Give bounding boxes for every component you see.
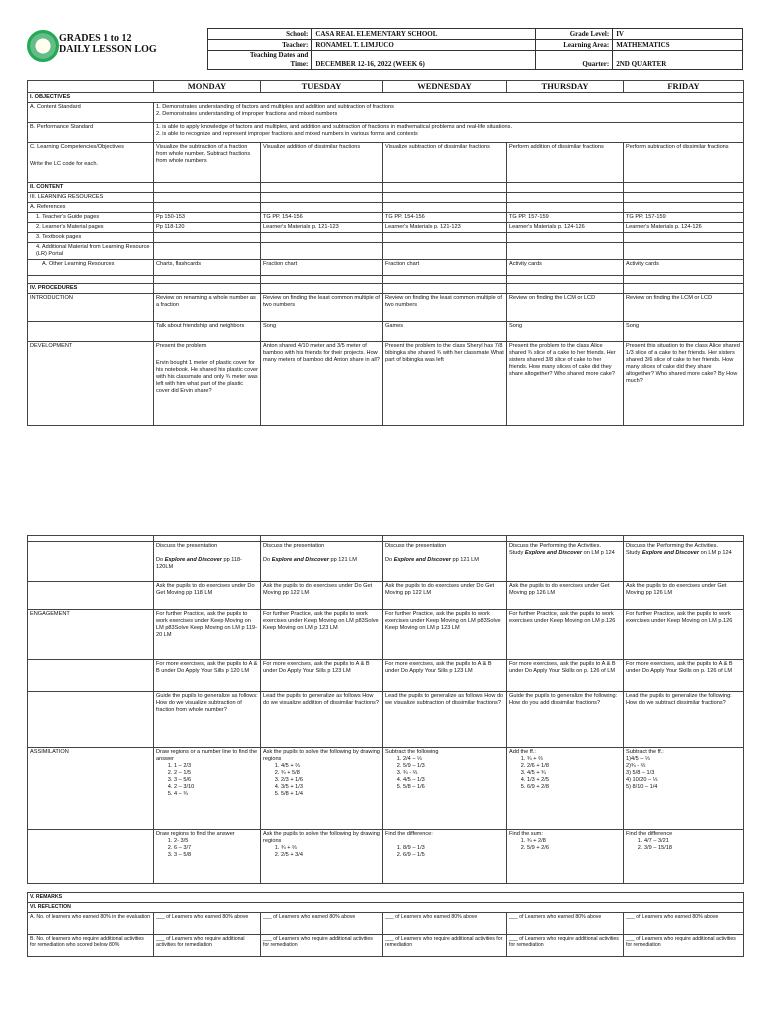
diff-monday-head: Draw regions to find the answer [156, 831, 235, 837]
lm-tuesday: Learner's Materials p. 121-123 [261, 223, 383, 233]
tg-monday: Pp 150-153 [154, 213, 261, 223]
assim-wednesday-item: 3. ¾ - ⅔ [403, 770, 504, 777]
assim-thursday-item: 5. 6/9 + 2/8 [527, 784, 621, 791]
diff-thursday-item: 2. 5/9 + 2/6 [527, 845, 621, 852]
explore-tuesday-post: pp 121 LM [328, 557, 357, 563]
discuss-friday-text: Discuss the Performing the Activities. [626, 543, 719, 549]
assim-thursday-item: 3. 4/5 + ¾ [527, 770, 621, 777]
explore-thursday-bold: Explore and Discover [524, 550, 583, 556]
diff-tuesday-item: 2. 2/5 + 3/4 [281, 852, 380, 859]
competency-thursday: Perform addition of dissimilar fractions [507, 143, 624, 183]
day-wednesday: WEDNESDAY [383, 81, 507, 93]
lr-wednesday [383, 243, 507, 260]
day-monday: MONDAY [154, 81, 261, 93]
motive-monday: Talk about friendship and neighbors [154, 322, 261, 342]
assim-tuesday-item: 4. 3/5 + 1/3 [281, 784, 380, 791]
engagement-label: ENGAGEMENT [28, 610, 154, 660]
content-standard-value [154, 103, 744, 123]
textbook-tuesday [261, 233, 383, 243]
assim-monday-item: 3. 3 – 5/6 [174, 777, 258, 784]
getmoving-friday: Ask the pupils to do exercises under Get Moving pp 126 LM [624, 582, 744, 610]
teachers-guide-label: 1. Teacher's Guide pages [28, 213, 154, 223]
diff-monday-item: 1. 2- 3/5 [174, 838, 258, 845]
assim-thursday-list [509, 756, 621, 791]
grade-level-value: IV [613, 29, 743, 40]
discuss-tuesday [261, 542, 383, 582]
performance-standard-value [154, 123, 744, 143]
intro-thursday: Review on finding the LCM or LCD [507, 294, 624, 322]
lm-friday: Learner's Materials p. 124-126 [624, 223, 744, 233]
lm-monday: Pp 118-120 [154, 223, 261, 233]
dev-monday [154, 342, 261, 426]
diff-tuesday-head: Ask the pupils to solve the following by drawing regions [263, 831, 380, 844]
apply-tuesday: For more exercises, ask the pupils to A & B under Do Apply Your Sills p 123 LM [261, 660, 383, 692]
generalize-monday: Guide the pupils to generalize as follows: How do we visualize subtraction of fraction from whole number? [154, 692, 261, 748]
tg-wednesday: TG PP. 154-156 [383, 213, 507, 223]
assim-thursday-item: 4. 1/3 + 2/5 [527, 777, 621, 784]
dev-monday-intro: Present the problem [156, 343, 207, 349]
discuss-wednesday [383, 542, 507, 582]
keepmoving-thursday: For further Practice, ask the pupils to work exercises under Keep Moving on LM p.126 [507, 610, 624, 660]
intro-wednesday: Review on finding the least common multiple of two numbers [383, 294, 507, 322]
discuss-thursday-text: Discuss the Performing the Activities. [509, 543, 602, 549]
objectives-heading: I. OBJECTIVES [28, 93, 744, 103]
assim-friday [624, 748, 744, 830]
assim-friday-head: Subtract the ff.: [626, 749, 664, 755]
header-info-table [207, 28, 743, 70]
header [27, 28, 743, 76]
reflection-b-wednesday: ___ of Learners who require additional activities for remediation [383, 935, 507, 957]
getmoving-tuesday: Ask the pupils to do exercises under Do Get Moving pp 122 LM [261, 582, 383, 610]
diff-friday-item: 2. 3/9 – 15/18 [644, 845, 741, 852]
diff-monday [154, 830, 261, 884]
day-friday: FRIDAY [624, 81, 744, 93]
assim-wednesday-list [385, 756, 504, 791]
teacher-label: Teacher: [208, 40, 312, 51]
content-standard-2: 2. Demonstrates understanding of improper fractions and mixed numbers [156, 111, 338, 117]
explore-friday-bold: Explore and Discover [641, 550, 700, 556]
explore-monday [156, 557, 258, 571]
teacher-value: RONAMEL T. LIMJUCO [312, 40, 535, 51]
day-tuesday: TUESDAY [261, 81, 383, 93]
reflection-b-thursday: ___ of Learners who require additional activities for remediation [507, 935, 624, 957]
generalize-tuesday: Lead the pupils to generalize as follows How do we visualize addition of dissimilar fractions? [261, 692, 383, 748]
getmoving-wednesday: Ask the pupils to do exercises under Do Get Moving pp 122 LM [383, 582, 507, 610]
references-heading: A. References [28, 203, 154, 213]
content-standard-1: 1. Demonstrates understanding of factors and multiples and addition and subtraction of fractions [156, 104, 394, 110]
lm-thursday: Learner's Materials p. 124-126 [507, 223, 624, 233]
assim-tuesday-item: 2. ¾ + 5/8 [281, 770, 380, 777]
reflection-b-monday: ___ of Learners who require additional activities for remediation [154, 935, 261, 957]
corner-cell [28, 81, 154, 93]
performance-standard-1: 1. is able to apply knowledge of factors and multiples, and addition and subtraction of fractions in mathematical problems and real-life situations. [156, 124, 513, 130]
lr-friday [624, 243, 744, 260]
lesson-plan-table-top [27, 80, 744, 426]
assim-monday-item: 5. 4 – ¾ [174, 791, 258, 798]
diff-tuesday-list [263, 845, 380, 859]
generalize-thursday: Guide the pupils to generalize the following: How do you add dissimilar fractions? [507, 692, 624, 748]
diff-wednesday [383, 830, 507, 884]
other-friday: Activity cards [624, 260, 744, 276]
reflection-heading: VI. REFLECTION [28, 903, 744, 913]
explore-monday-post: pp 118-120LM [156, 557, 243, 570]
quarter-label: Quarter: [535, 51, 613, 70]
textbook-wednesday [383, 233, 507, 243]
apply-thursday: For more exercises, ask the pupils to A & B under Do Apply Your Skills on p. 126 of LM [507, 660, 624, 692]
explore-friday-post: on LM p 124 [699, 550, 732, 556]
assimilation-label: ASSIMILATION [28, 748, 154, 830]
reflection-a-friday: ___ of Learners who earned 80% above [624, 913, 744, 935]
motive-tuesday: Song [261, 322, 383, 342]
assim-wednesday-item: 1. 2/4 – ⅓ [403, 756, 504, 763]
reflection-a-monday: ___ of Learners who earned 80% above [154, 913, 261, 935]
keepmoving-wednesday: For further Practice, ask the pupils to work exercises under Keep Moving on LM p83Solve Keep Moving on LM p 123 LM [383, 610, 507, 660]
other-resources-label: A. Other Learning Resources [28, 260, 154, 276]
competencies-label-cell [28, 143, 154, 183]
explore-tuesday [263, 557, 380, 564]
diff-wednesday-item: 2. 6/9 – 1/5 [403, 852, 504, 859]
apply-friday: For more exercises, ask the pupils to A & B under Do Apply Your Skills on p. 126 of LM [624, 660, 744, 692]
explore-wednesday [385, 557, 504, 564]
discuss-thursday [507, 542, 624, 582]
assim-monday-item: 4. 2 – 3/10 [174, 784, 258, 791]
reflection-b-label: B. No. of learners who require additional activities for remediation who scored below 80% [28, 935, 154, 957]
explore-monday-bold: Explore and Discover [164, 557, 222, 563]
discuss-friday [624, 542, 744, 582]
explore-wednesday-post: pp 121 LM [450, 557, 479, 563]
form-title [59, 33, 157, 55]
reflection-b-friday: ___ of Learners who require additional activities for remediation [624, 935, 744, 957]
motive-thursday: Song [507, 322, 624, 342]
discuss-tuesday-text: Discuss the presentation [263, 543, 325, 549]
diff-wednesday-list [385, 845, 504, 859]
keepmoving-tuesday: For further Practice, ask the pupils to work exercises under Keep Moving on LM p83Solve Keep Moving on LM p 123 LM [261, 610, 383, 660]
reflection-a-tuesday: ___ of Learners who earned 80% above [261, 913, 383, 935]
additional-material-label: 4. Additional Material from Learning Resource (LR) Portal [28, 243, 154, 260]
quarter-value: 2ND QUARTER [613, 51, 743, 70]
other-tuesday: Fraction chart [261, 260, 383, 276]
diff-thursday [507, 830, 624, 884]
explore-friday [626, 550, 741, 557]
day-thursday: THURSDAY [507, 81, 624, 93]
intro-tuesday: Review on finding the least common multiple of two numbers [261, 294, 383, 322]
other-thursday: Activity cards [507, 260, 624, 276]
other-monday: Charts, flashcards [154, 260, 261, 276]
explore-wednesday-bold: Explore and Discover [393, 557, 451, 563]
generalize-wednesday: Lead the pupils to generalize as follows How do we visualize subtraction of dissimilar fractions? [383, 692, 507, 748]
school-value: CASA REAL ELEMENTARY SCHOOL [312, 29, 535, 40]
lr-monday [154, 243, 261, 260]
learning-area-value: MATHEMATICS [613, 40, 743, 51]
learners-material-label: 2. Learner's Material pages [28, 223, 154, 233]
explore-tuesday-bold: Explore and Discover [271, 557, 329, 563]
reflection-a-label: A. No. of learners who earned 80% in the evaluation [28, 913, 154, 935]
dev-friday: Present this situation to the class Alice shared 1/3 slice of a cake to her friends. Her sisters shared 3/6 slice of cake to her friends. How many slices of cake did they share altogether? Who shared more cake? By How much? [624, 342, 744, 426]
dev-monday-problem: Ervin bought 1 meter of plastic cover for his notebook. He shared his plastic cover with his classmate and only ¾ meter was left with him what part of the plastic cover did Ervin share? [156, 360, 258, 394]
assim-tuesday-item: 5. 5/8 + 1/4 [281, 791, 380, 798]
assim-wednesday [383, 748, 507, 830]
explore-tuesday-pre: Do [263, 557, 272, 563]
textbook-monday [154, 233, 261, 243]
explore-wednesday-pre: Do [385, 557, 394, 563]
competency-friday: Perform subtraction of dissimilar fractions [624, 143, 744, 183]
performance-standard-label: B. Performance Standard [28, 123, 154, 143]
form-title-line2: DAILY LESSON LOG [59, 44, 157, 55]
assim-monday-head: Draw regions or a number line to find the answer [156, 749, 258, 762]
intro-friday: Review on finding the LCM or LCD [624, 294, 744, 322]
competency-wednesday: Visualize subtraction of dissimilar fractions [383, 143, 507, 183]
resources-heading: III. LEARNING RESOURCES [28, 193, 154, 203]
content-standard-label: A. Content Standard [28, 103, 154, 123]
assim-tuesday-item: 1. 4/5 + ⅔ [281, 763, 380, 770]
dev-thursday: Present the problem to the class Alice shared ¾ slice of a cake to her friends. Her sisters shared 3/8 slice of cake to her friends. How many slices of cake did they share altogether? Who shared more cake? [507, 342, 624, 426]
deped-seal-icon [27, 30, 59, 62]
diff-friday-item: 1. 4/7 – 3/21 [644, 838, 741, 845]
assim-tuesday-item: 3. 2/3 + 1/6 [281, 777, 380, 784]
lm-wednesday: Learner's Materials p. 121-123 [383, 223, 507, 233]
teaching-dates-value: DECEMBER 12-16, 2022 (WEEK 6) [312, 51, 535, 70]
competencies-note: Write the LC code for each. [30, 161, 98, 167]
generalize-friday: Lead the pupils to generalize the following: How do we subtract dissimilar fractions? [624, 692, 744, 748]
diff-monday-item: 3. 3 – 5/8 [174, 852, 258, 859]
apply-wednesday: For more exercises, ask the pupils to A & B under Do Apply Your Sills p 123 LM [383, 660, 507, 692]
getmoving-thursday: Ask the pupils to do exercises under Get Moving pp 126 LM [507, 582, 624, 610]
competency-tuesday: Visualize addition of dissimilar fractions [261, 143, 383, 183]
assim-thursday-item: 2. 2/6 + 1/8 [527, 763, 621, 770]
intro-monday: Review on renaming a whole number as a fraction [154, 294, 261, 322]
performance-standard-2: 2. is able to recognize and represent improper fractions and mixed numbers in various forms and contexts [156, 131, 418, 137]
school-label: School: [208, 29, 312, 40]
tg-tuesday: TG PP. 154-156 [261, 213, 383, 223]
lr-thursday [507, 243, 624, 260]
diff-friday [624, 830, 744, 884]
diff-thursday-head: Find the sum: [509, 831, 543, 837]
assim-tuesday-list [263, 763, 380, 798]
assim-thursday-head: Add the ff.: [509, 749, 536, 755]
assim-tuesday-head: Ask the pupils to solve the following by drawing regions [263, 749, 380, 762]
diff-tuesday-item: 1. ¾ + ⅔ [281, 845, 380, 852]
motive-wednesday: Games [383, 322, 507, 342]
assim-friday-item: 2)¾ - ⅔ [626, 763, 646, 769]
textbook-friday [624, 233, 744, 243]
tg-thursday: TG PP. 157-159 [507, 213, 624, 223]
explore-thursday-post: on LM p 124 [582, 550, 615, 556]
diff-thursday-list [509, 838, 621, 852]
remarks-heading: V. REMARKS [28, 893, 744, 903]
assim-wednesday-head: Subtract the following [385, 749, 439, 755]
keepmoving-monday: For further Practice, ask the pupils to work exercises under Keep Moving on LM p83Solve Keep Moving on LM p 119-20 LM [154, 610, 261, 660]
diff-friday-head: Find the difference [626, 831, 673, 837]
teaching-dates-label-line1: Teaching Dates and [249, 51, 309, 59]
explore-monday-pre: Do [156, 557, 165, 563]
assim-monday-item: 1. 1 – 2/3 [174, 763, 258, 770]
assim-monday [154, 748, 261, 830]
diff-thursday-item: 1. ¾ + 2/8 [527, 838, 621, 845]
reflection-a-thursday: ___ of Learners who earned 80% above [507, 913, 624, 935]
reflection-a-wednesday: ___ of Learners who earned 80% above [383, 913, 507, 935]
explore-friday-pre: Study [626, 550, 642, 556]
motive-friday: Song [624, 322, 744, 342]
assim-monday-list [156, 763, 258, 798]
diff-tuesday [261, 830, 383, 884]
assim-monday-item: 2. 2 – 1/5 [174, 770, 258, 777]
teaching-dates-label-line2: Time: [290, 60, 309, 68]
assim-wednesday-item: 2. 5/9 – 1/3 [403, 763, 504, 770]
assim-friday-item: 5) 8/10 – 1/4 [626, 784, 658, 790]
other-wednesday: Fraction chart [383, 260, 507, 276]
assim-thursday-item: 1. ¾ + ⅔ [527, 756, 621, 763]
assim-wednesday-item: 4. 4/5 – 1/3 [403, 777, 504, 784]
competencies-label: C. Learning Competencies/Objectives [30, 144, 124, 150]
assim-wednesday-item: 5. 5/8 – 1/6 [403, 784, 504, 791]
dev-wednesday: Present the problem to the class Sheryl has 7/8 bibingka she shared ¾ with her classmate What part of bibingka was left [383, 342, 507, 426]
textbook-label: 3. Textbook pages [28, 233, 154, 243]
diff-wednesday-item: 1. 8/9 – 1/3 [403, 845, 504, 852]
diff-wednesday-head: Find the difference: [385, 831, 433, 837]
textbook-thursday [507, 233, 624, 243]
introduction-label: INTRODUCTION [28, 294, 154, 322]
competency-monday: Visualize the subtraction of a fraction from whole number. Subtract fractions from whole numbers [154, 143, 261, 183]
discuss-monday-text: Discuss the presentation [156, 543, 218, 549]
grade-level-label: Grade Level: [535, 29, 613, 40]
reflection-table [27, 892, 744, 957]
assim-tuesday [261, 748, 383, 830]
discuss-monday [154, 542, 261, 582]
diff-monday-item: 2. 6 – 3/7 [174, 845, 258, 852]
explore-thursday [509, 550, 621, 557]
form-title-line1: GRADES 1 to 12 [59, 33, 132, 44]
keepmoving-friday: For further Practice, ask the pupils to work exercises under Keep Moving on LM p.126 [624, 610, 744, 660]
lesson-plan-table-bottom [27, 535, 744, 884]
diff-friday-list [626, 838, 741, 852]
procedures-heading: IV. PROCEDURES [28, 284, 154, 294]
assim-thursday [507, 748, 624, 830]
assim-friday-item: 3) 5/8 – 1/3 [626, 770, 655, 776]
content-heading: II. CONTENT [28, 183, 154, 193]
assim-friday-item: 4) 10/20 – ⅓ [626, 777, 658, 783]
tg-friday: TG PP. 157-159 [624, 213, 744, 223]
dev-tuesday: Anton shared 4/10 meter and 3/5 meter of bamboo with his friends for their projects. How many meters of bamboo did Anton share in all? [261, 342, 383, 426]
apply-monday: For more exercises, ask the pupils to A & B under Do Apply Your Sills p 120 LM [154, 660, 261, 692]
reflection-b-tuesday: ___ of Learners who require additional activities for remediation [261, 935, 383, 957]
explore-thursday-pre: Study [509, 550, 525, 556]
getmoving-monday: Ask the pupils to do exercises under Do Get Moving pp 118 LM [154, 582, 261, 610]
diff-monday-list [156, 838, 258, 859]
assim-friday-item: 1)4/5 – ⅓ [626, 756, 650, 762]
lr-tuesday [261, 243, 383, 260]
discuss-wednesday-text: Discuss the presentation [385, 543, 447, 549]
learning-area-label: Learning Area: [535, 40, 613, 51]
development-label: DEVELOPMENT [28, 342, 154, 426]
teaching-dates-label [208, 51, 312, 70]
